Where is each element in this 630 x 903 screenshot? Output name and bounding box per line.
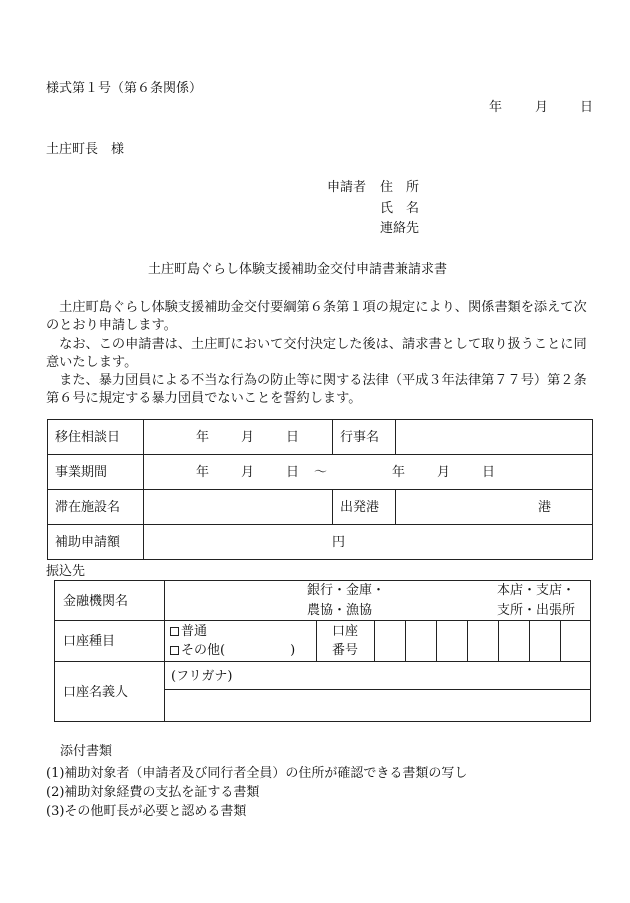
bank-label: 金融機関名 bbox=[63, 594, 129, 609]
departure-port-label-cell bbox=[332, 489, 396, 525]
transfer-heading: 振込先 bbox=[46, 564, 86, 579]
amount-label-cell bbox=[47, 524, 144, 560]
account-type-options bbox=[164, 620, 317, 662]
period-field[interactable] bbox=[143, 454, 593, 490]
attachments-heading: 添付書類 bbox=[60, 744, 113, 759]
account-digit-cell[interactable] bbox=[374, 620, 406, 662]
period-label-cell bbox=[47, 454, 144, 490]
amount-label: 補助申請額 bbox=[55, 535, 121, 550]
consult-date-label-cell bbox=[47, 419, 144, 455]
account-holder-name-field[interactable] bbox=[164, 689, 591, 722]
account-digit-cell[interactable] bbox=[436, 620, 468, 662]
account-digit-cell[interactable] bbox=[560, 620, 591, 662]
period-end-year-label: 年 bbox=[392, 465, 406, 480]
body-paragraph: 土庄町島ぐらし体験支援補助金交付要綱第６条第１項の規定により、関係書類を添えて次のとおり申請します。 bbox=[46, 300, 587, 334]
year-label: 年 bbox=[196, 430, 210, 445]
consult-date-label: 移住相談日 bbox=[55, 430, 121, 445]
applicant-address-label: 住 所 bbox=[380, 180, 420, 195]
departure-port-label: 出発港 bbox=[340, 500, 380, 515]
option-ordinary[interactable] bbox=[170, 625, 207, 638]
body-paragraph: また、暴力団員による不当な行為の防止等に関する法律（平成３年法律第７７号）第２条第６号に規定する暴力団員でないことを誓約します。 bbox=[46, 373, 587, 407]
facility-label-cell bbox=[47, 489, 144, 525]
option-other-label: その他( ) bbox=[181, 643, 296, 658]
option-ordinary-label: 普通 bbox=[181, 624, 208, 639]
event-name-label-cell bbox=[332, 419, 396, 455]
account-type-label-cell bbox=[54, 620, 165, 662]
account-holder-label-cell bbox=[54, 661, 165, 722]
furigana-field[interactable] bbox=[164, 661, 591, 690]
account-digit-cell[interactable] bbox=[467, 620, 499, 662]
period-label: 事業期間 bbox=[55, 465, 108, 480]
bank-label-cell bbox=[54, 580, 165, 621]
account-digit-cell[interactable] bbox=[498, 620, 530, 662]
body-text bbox=[46, 299, 596, 409]
period-end-month-label: 月 bbox=[437, 465, 451, 480]
event-name-field[interactable] bbox=[395, 419, 593, 455]
form-number: 様式第１号（第６条関係） bbox=[46, 81, 203, 96]
other-checkbox[interactable] bbox=[170, 646, 179, 655]
facility-label: 滞在施設名 bbox=[55, 500, 121, 515]
date-day-label: 日 bbox=[580, 100, 594, 115]
port-suffix: 港 bbox=[538, 500, 552, 515]
account-number-label-cell bbox=[316, 620, 375, 662]
event-name-label: 行事名 bbox=[340, 430, 380, 445]
consult-date-field[interactable] bbox=[143, 419, 333, 455]
bank-types-line2: 農協・漁協 bbox=[307, 603, 373, 618]
amount-field[interactable] bbox=[143, 524, 593, 560]
attachment-item: (1)補助対象者（申請者及び同行者全員）の住所が確認できる書類の写し bbox=[46, 766, 468, 781]
account-digit-cell[interactable] bbox=[529, 620, 561, 662]
period-start-month-label: 月 bbox=[241, 465, 255, 480]
account-digit-cell[interactable] bbox=[405, 620, 437, 662]
account-number-label-line1: 口座 bbox=[332, 624, 359, 639]
option-other[interactable] bbox=[170, 644, 295, 657]
bank-field[interactable] bbox=[164, 580, 591, 621]
date-year-label: 年 bbox=[489, 100, 503, 115]
month-label: 月 bbox=[241, 430, 255, 445]
facility-field[interactable] bbox=[143, 489, 333, 525]
document-title: 土庄町島ぐらし体験支援補助金交付申請書兼請求書 bbox=[148, 262, 448, 277]
period-end-day-label: 日 bbox=[482, 465, 496, 480]
bank-types-line1: 銀行・金庫・ bbox=[307, 583, 386, 598]
day-label: 日 bbox=[286, 430, 300, 445]
account-type-label: 口座種目 bbox=[63, 634, 116, 649]
attachment-item: (2)補助対象経費の支払を証する書類 bbox=[46, 785, 260, 800]
yen-label: 円 bbox=[332, 535, 346, 550]
period-start-day-label: 日 bbox=[286, 465, 300, 480]
attachment-item: (3)その他町長が必要と認める書類 bbox=[46, 804, 247, 819]
furigana-label: (フリガナ) bbox=[171, 669, 233, 684]
applicant-prefix: 申請者 bbox=[327, 180, 367, 195]
account-holder-label: 口座名義人 bbox=[63, 685, 129, 700]
departure-port-field[interactable] bbox=[395, 489, 593, 525]
addressee: 土庄町長 様 bbox=[46, 142, 125, 157]
branch-types-line1: 本店・支店・ bbox=[497, 583, 576, 598]
applicant-name-label: 氏 名 bbox=[380, 201, 420, 216]
account-number-label-line2: 番号 bbox=[332, 643, 359, 658]
period-start-year-label: 年 bbox=[196, 465, 210, 480]
period-tilde: ～ bbox=[314, 465, 328, 480]
branch-types-line2: 支所・出張所 bbox=[497, 603, 576, 618]
date-month-label: 月 bbox=[535, 100, 549, 115]
ordinary-checkbox[interactable] bbox=[170, 627, 179, 636]
applicant-contact-label: 連絡先 bbox=[380, 221, 420, 236]
body-paragraph: なお、この申請書は、土庄町において交付決定した後は、請求書として取り扱うことに同意いたします。 bbox=[46, 336, 587, 370]
